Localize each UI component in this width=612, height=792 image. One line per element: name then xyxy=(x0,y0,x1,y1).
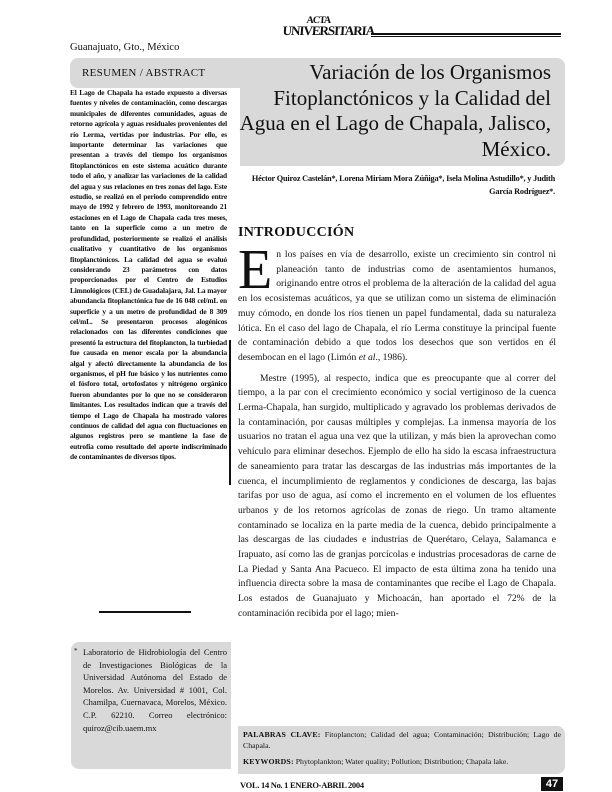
paragraph-2: Mestre (1995), al respecto, indica que es preocupante que al correr del tiempo, a la par con el crecimiento económico y social vertiginoso de la cuenca Lerma-Chapala, han surgido, multiplicado y agravado los problemas derivados de la contaminación, por causas múltiples y complejas. La inmensa mayoría de los usuarios no tratan el agua una vez que la utilizan, y más bien la aprovechan como vehículo para eliminar desechos. Ejemplo de ello ha sido la escasa infraestructura de saneamiento para tratar las descargas de las industrias más importantes de la cuenca, el incumplimiento de reglamentos y condiciones de descarga, las bajas tarifas por uso de agua, así como el incremento en el volumen de los efluentes urbanos y de los retornos agrícolas de zonas de riego. Un tramo altamente contaminado se localiza en la parte media de la cuenca, debido principalmente a las descargas de las ciudades e industrias de Querétaro, Celaya, Salamanca e Irapuato, así como las de granjas porcícolas e industrias procesadoras de carne de La Piedad y Santa Ana Pacueco. El impacto de esta última zona ha tenido una influencia directa sobre la masa de contaminantes que recibe el Lago de Chapala. Los estados de Guanajuato y Michoacán, han aportado el 72% de la contaminación recibida por el lago; mien- xyxy=(238,372,556,619)
title-box xyxy=(240,58,565,166)
affiliation-box xyxy=(71,642,231,769)
abstract-section-label: RESUMEN / ABSTRACT xyxy=(82,67,206,79)
footnote-separator xyxy=(99,611,191,613)
keywords-box xyxy=(238,726,565,774)
article-body xyxy=(238,239,556,628)
page-number: 47 xyxy=(541,777,563,791)
abstract-text: El Lago de Chapala ha estado expuesto a diversas fuentes y niveles de contaminación, como descargas municipales de diferentes comunidades, aguas de retorno agrícola y aguas residuales provenientes del río Lerma, vertidas por industrias. Por ello, es importante determinar las variaciones que presentan a través del tiempo los organismos fitoplanctónicos en este sistema acuático durante todo el año, y analizar las variaciones de la calidad del agua y sus relaciones en tres zonas del lago. Este estudio, se realizó en el periodo comprendido entre mayo de 1992 y febrero de 1993, monitoreando 21 estaciones en el Lago de Chapala cada tres meses, tanto en la superficie como a un metro de profundidad, posteriormente se realizó el análisis cualitativo y cuantitativo de los organismos fitoplanctónicos. La calidad del agua se evaluó considerando 23 parámetros con datos proporcionados por el Centro de Estudios Limnológicos (CEL) de Guadalajara, Jal. La mayor abundancia fitoplanctónica fue de 16 048 cel/mL en superficie y a un metro de profundidad de 8 309 cel/mL. Se presentaron procesos alogénicos relacionados con las diferentes condiciones que presentó la estructura del fitoplancton, la turbiedad fue causada en menor escala por la abundancia algal y afectó directamente la abundancia de los organismos, el pH fue básico y los nutrientes como el fósforo total, ortofosfatos y nitrógeno orgánico fueron abundantes por lo que no se consideraron limitantes. Los resultados indican que a través del tiempo el Lago de Chapala ha mostrado valores continuos de calidad del agua con fluctuaciones en algunos registros pero se mantiene la fase de eutrofia como resultado del aporte indiscriminado de contaminantes de diversos tipos. xyxy=(70,88,227,462)
keywords-es-label: PALABRAS CLAVE: xyxy=(243,730,321,739)
affiliation-marker: * xyxy=(74,647,78,655)
affiliation-text: Laboratorio de Hidrobiología del Centro de Investigaciones Biológicas de la Universidad Autónoma del Estado de Morelos. Av. Universidad # 1001, Col. Chamilpa, Cuernavaca, Morelos, México. C.P. 62210. Correo electrónico: quiroz@cib.uaem.mx xyxy=(83,647,227,733)
paragraph-1-tail: ., 1986). xyxy=(375,351,408,363)
paragraph-1-text: n los países en vía de desarrollo, existe un crecimiento sin control ni planeación tanto de industrias como de asentamientos humanos, originando entre otros el problema de la alteración de la calidad del agua en los ecosistemas acuáticos, ya que se utilizan como un sistema de eliminación muy cómodo, en donde los ríos tienen un papel fundamental, dada su naturaleza lótica. En el caso del lago de Chapala, el río Lerma constituye la principal fuente de contaminación debido a que todos los desechos que son vertidos en él desembocan en el lago (Limón xyxy=(238,249,556,363)
logo-line-acta: ACTA xyxy=(306,15,331,26)
keywords-en-label: KEYWORDS: xyxy=(243,757,294,766)
section-heading-introduccion: INTRODUCCIÓN xyxy=(238,225,355,240)
article-title: Variación de los Organismos Fitoplanctónicos y la Calidad del Agua en el Lago de Chapala, Jalisco, México. xyxy=(239,60,551,161)
citation-etal: et al xyxy=(358,351,376,363)
paragraph-1 xyxy=(238,239,556,366)
keywords-en xyxy=(243,757,561,768)
logo-line-universitaria: UNIVERSITARIA xyxy=(282,23,375,38)
keywords-es-text: Fitoplancton; Calidad del agua; Contaminación; Distribución; Lago de Chapala. xyxy=(243,730,561,750)
drop-cap: E xyxy=(238,239,273,301)
keywords-en-text: Phytoplankton; Water quality; Pollution; Distribution; Chapala lake. xyxy=(293,757,509,766)
header-double-rule xyxy=(371,33,561,37)
abstract-section-tab xyxy=(70,58,240,88)
location-header: Guanajuato, Gto., México xyxy=(70,42,180,53)
article-authors: Héctor Quiroz Castelán*, Lorena Miriam Mora Zúñiga*, Isela Molina Astudillo*, y Judith García Rodríguez*. xyxy=(251,174,555,196)
sidebar-vertical-rule xyxy=(229,340,231,485)
affiliation-note xyxy=(74,646,227,734)
journal-logo xyxy=(282,15,375,38)
keywords-es xyxy=(243,730,561,751)
footer-volume: VOL. 14 No. 1 ENERO-ABRIL 2004 xyxy=(240,780,364,790)
